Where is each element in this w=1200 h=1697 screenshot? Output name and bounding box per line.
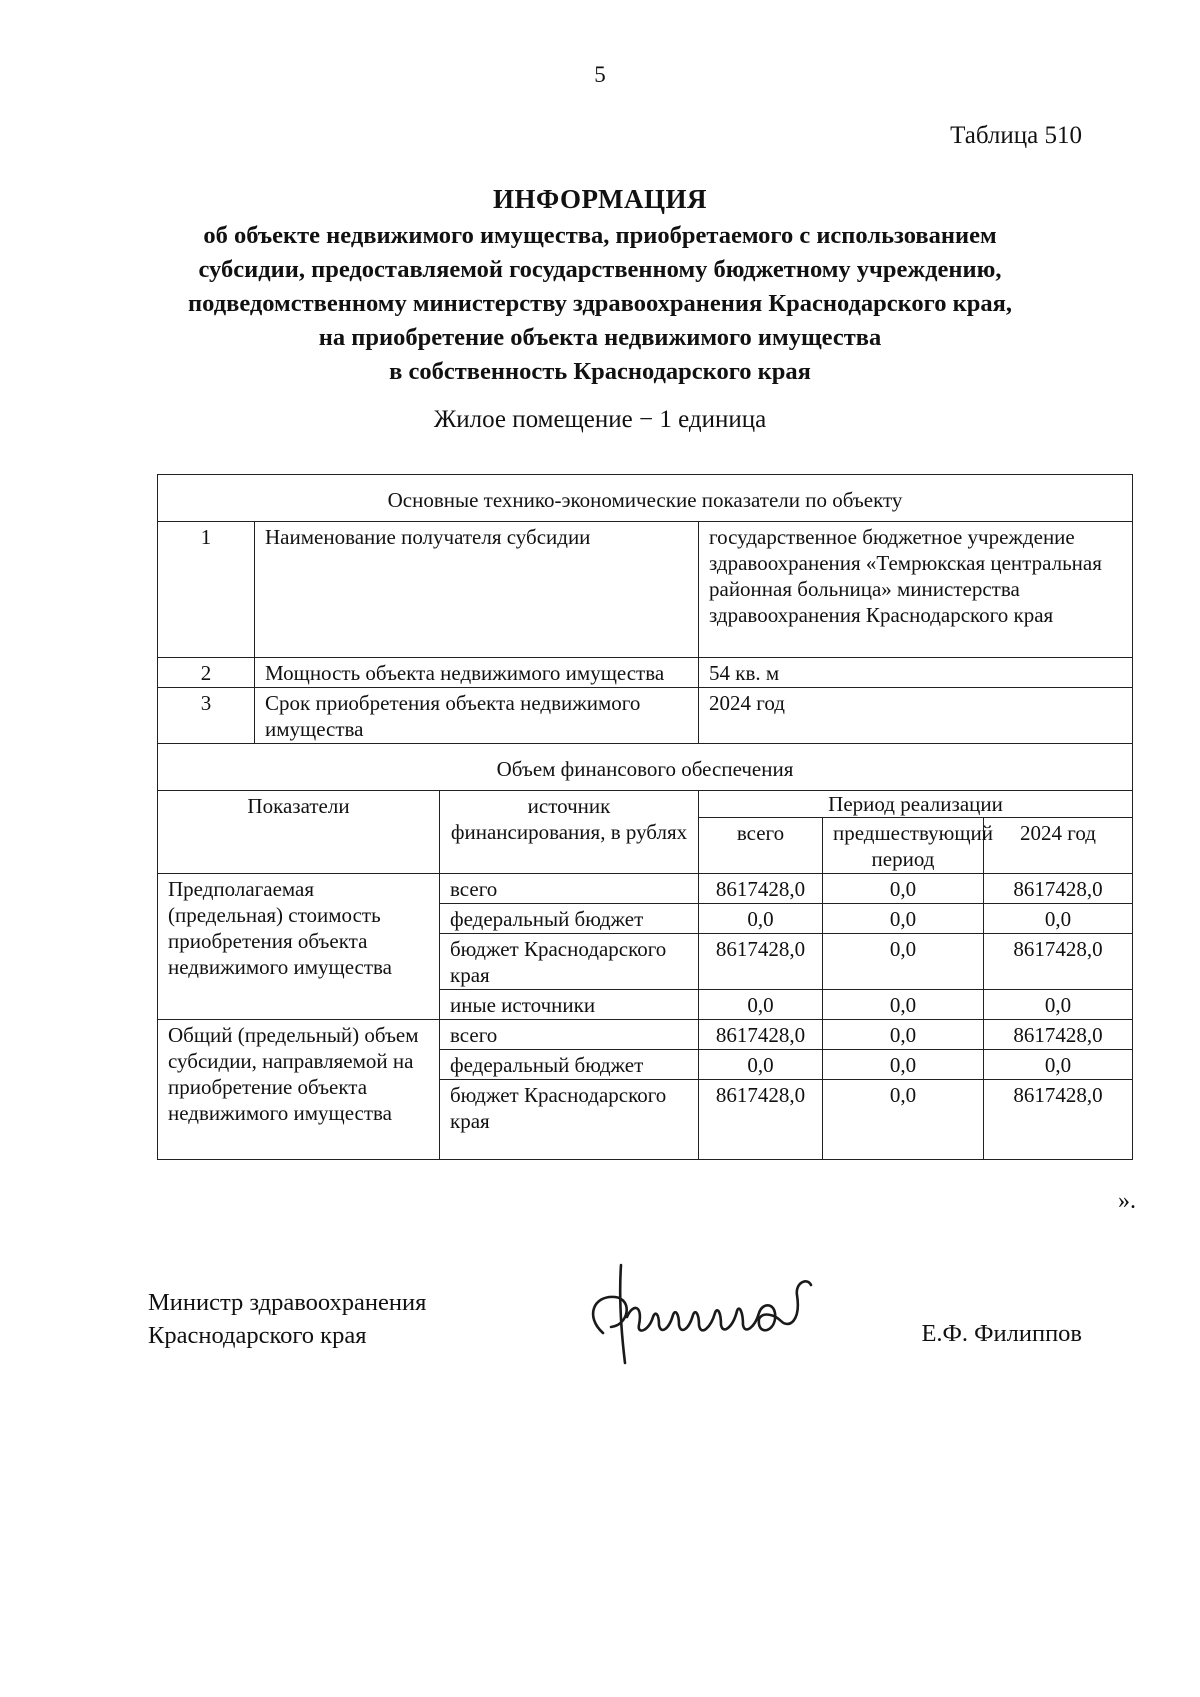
finance-row — [158, 1020, 1133, 1050]
value-year: 0,0 — [984, 904, 1133, 934]
source-label: федеральный бюджет — [440, 904, 699, 934]
info-table — [157, 474, 1133, 1160]
subtitle-line: подведомственному министерству здравоохранения Краснодарского края, — [188, 290, 1012, 317]
value-year: 8617428,0 — [984, 1020, 1133, 1050]
indicator-value: 2024 год — [699, 688, 1133, 744]
value-previous: 0,0 — [823, 1050, 984, 1080]
value-previous: 0,0 — [823, 934, 984, 990]
signatory-name: Е.Ф. Филиппов — [921, 1320, 1082, 1347]
row-number: 1 — [158, 522, 255, 658]
group-label: Общий (предельный) объем субсидии, направляемой на приобретение объекта недвижимого имущества — [158, 1020, 440, 1160]
closing-quote: ». — [1118, 1188, 1136, 1214]
subtitle-line: субсидии, предоставляемой государственному бюджетному учреждению, — [198, 256, 1002, 283]
indicator-name: Наименование получателя субсидии — [255, 522, 699, 658]
header-year: 2024 год — [984, 818, 1133, 874]
header-previous: предшествующий период — [823, 818, 984, 874]
table-number: Таблица 510 — [950, 122, 1082, 149]
value-total: 8617428,0 — [699, 1080, 823, 1160]
indicator-value: государственное бюджетное учреждение здравоохранения «Темрюкская центральная районная больница» министерства здравоохранения Краснодарского края — [699, 522, 1133, 658]
source-label: бюджет Краснодарского края — [440, 934, 699, 990]
finance-section-title: Объем финансового обеспечения — [158, 744, 1133, 791]
indicators-section-title: Основные технико-экономические показатели по объекту — [158, 475, 1133, 522]
header-indicators: Показатели — [158, 791, 440, 874]
indicator-name: Мощность объекта недвижимого имущества — [255, 658, 699, 688]
indicator-value: 54 кв. м — [699, 658, 1133, 688]
value-previous: 0,0 — [823, 1020, 984, 1050]
value-year: 8617428,0 — [984, 934, 1133, 990]
source-label: федеральный бюджет — [440, 1050, 699, 1080]
header-period: Период реализации — [699, 791, 1133, 818]
value-total: 8617428,0 — [699, 934, 823, 990]
source-label: всего — [440, 1020, 699, 1050]
handwritten-signature — [575, 1255, 845, 1365]
value-previous: 0,0 — [823, 904, 984, 934]
page-number: 5 — [594, 62, 606, 87]
subtitle-line: в собственность Краснодарского края — [389, 358, 811, 385]
document-title: ИНФОРМАЦИЯ — [493, 184, 707, 214]
signatory-role-line: Краснодарского края — [148, 1322, 367, 1349]
value-year: 8617428,0 — [984, 874, 1133, 904]
indicator-row — [158, 688, 1133, 744]
value-total: 8617428,0 — [699, 874, 823, 904]
document-subtitle — [100, 219, 1100, 389]
value-total: 8617428,0 — [699, 1020, 823, 1050]
signatory-role — [148, 1286, 426, 1352]
value-year: 0,0 — [984, 990, 1133, 1020]
section-header-row — [158, 475, 1133, 522]
indicator-row — [158, 658, 1133, 688]
subtitle-line: на приобретение объекта недвижимого имущества — [318, 324, 882, 351]
value-year: 8617428,0 — [984, 1080, 1133, 1160]
source-label: всего — [440, 874, 699, 904]
value-previous: 0,0 — [823, 990, 984, 1020]
header-total: всего — [699, 818, 823, 874]
signatory-role-line: Министр здравоохранения — [148, 1289, 427, 1316]
value-total: 0,0 — [699, 990, 823, 1020]
indicator-row — [158, 522, 1133, 658]
value-previous: 0,0 — [823, 1080, 984, 1160]
source-label: бюджет Краснодарского края — [440, 1080, 699, 1160]
source-label: иные источники — [440, 990, 699, 1020]
finance-header-row — [158, 791, 1133, 818]
indicator-name: Срок приобретения объекта недвижимого имущества — [255, 688, 699, 744]
row-number: 3 — [158, 688, 255, 744]
group-label: Предполагаемая (предельная) стоимость приобретения объекта недвижимого имущества — [158, 874, 440, 1020]
value-total: 0,0 — [699, 904, 823, 934]
value-previous: 0,0 — [823, 874, 984, 904]
row-number: 2 — [158, 658, 255, 688]
value-year: 0,0 — [984, 1050, 1133, 1080]
finance-row — [158, 874, 1133, 904]
section-header-row — [158, 744, 1133, 791]
value-total: 0,0 — [699, 1050, 823, 1080]
header-source: источник финансирования, в рублях — [440, 791, 699, 874]
subtitle-line: об объекте недвижимого имущества, приобретаемого с использованием — [203, 222, 997, 249]
object-type: Жилое помещение − 1 единица — [433, 406, 767, 433]
